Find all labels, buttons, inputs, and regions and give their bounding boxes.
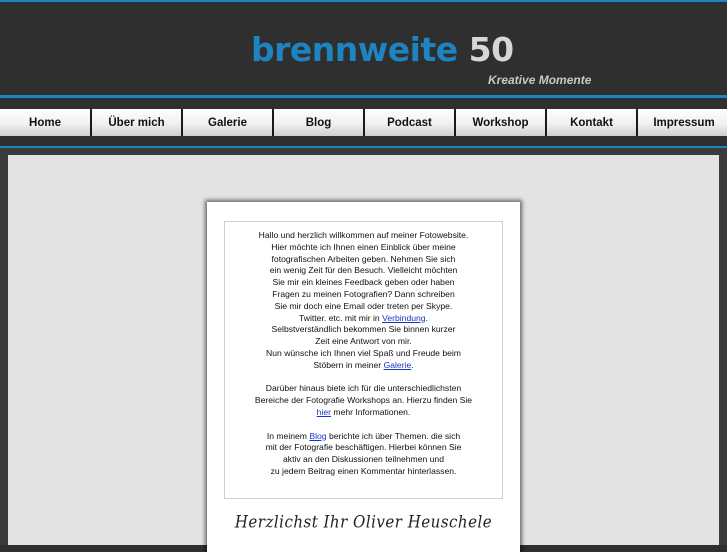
blog-line: mit der Fotografie beschäftigen. Hierbei können Sie	[265, 442, 462, 453]
workshops-paragraph	[225, 383, 502, 418]
blog-paragraph	[225, 431, 502, 478]
blog-line: zu jedem Beitrag einen Kommentar hinterlassen.	[270, 465, 457, 476]
nav-workshop[interactable]: Workshop	[456, 109, 545, 136]
workshops-line: Darüber hinaus biete ich für die unterschiedlichsten	[265, 383, 462, 394]
header-divider	[0, 95, 727, 98]
gallery-suffix: .	[411, 359, 414, 370]
intro-line: Sie mir doch eine Email oder treten per Skype.	[274, 300, 453, 311]
nav-galerie[interactable]: Galerie	[183, 109, 272, 136]
intro-line: Sie mir ein kleines Feedback geben oder haben	[272, 277, 455, 288]
intro-paragraph	[225, 230, 502, 372]
nav-ueber-mich[interactable]: Über mich	[92, 109, 181, 136]
nav-podcast[interactable]: Podcast	[365, 109, 454, 136]
nav-kontakt[interactable]: Kontakt	[547, 109, 636, 136]
main-navigation	[0, 109, 727, 136]
site-logo[interactable]	[251, 30, 514, 70]
intro-line: ein wenig Zeit für den Besuch. Vielleicht möchten	[269, 265, 458, 276]
nav-impressum[interactable]: Impressum	[638, 109, 727, 136]
welcome-text-box	[224, 221, 503, 499]
site-header	[0, 0, 727, 96]
workshops-line: mehr Informationen.	[333, 406, 411, 417]
intro-line: Zeit eine Antwort von mir.	[315, 336, 412, 347]
intro-line: fotografischen Arbeiten geben. Nehmen Sie sich	[271, 253, 456, 264]
intro-line: Fragen zu meinen Fotografien? Dann schreiben	[272, 288, 455, 299]
workshops-line: Bereiche der Fotografie Workshops an. Hierzu finden Sie	[254, 395, 473, 406]
workshops-here-link[interactable]: hier	[316, 406, 332, 417]
signature: Herzlichst Ihr Oliver Heuschele	[234, 512, 493, 532]
connection-link[interactable]: Verbindung	[382, 312, 426, 323]
nav-blog[interactable]: Blog	[274, 109, 363, 136]
blog-line: aktiv an den Diskussionen teilnehmen und	[283, 454, 444, 465]
welcome-card	[207, 202, 520, 552]
intro-line: Hier möchte ich Ihnen einen Einblick über meine	[271, 241, 456, 252]
blog-line: berichte ich über Themen. die sich	[328, 430, 461, 441]
site-tagline: Kreative Momente	[488, 73, 592, 87]
gallery-link[interactable]: Galerie	[383, 359, 412, 370]
intro-line: Twitter. etc. mit mir in	[299, 312, 380, 323]
gallery-prefix: Stöbern in meiner	[313, 359, 382, 370]
logo-brand-text: brennweite	[251, 30, 458, 69]
intro-line: Selbstverständlich bekommen Sie binnen kurzer	[271, 324, 456, 335]
logo-number-text: 50	[468, 30, 514, 69]
intro-line: Hallo und herzlich willkommen auf meiner Fotowebsite.	[258, 230, 469, 240]
nav-home[interactable]: Home	[0, 109, 90, 136]
blog-link[interactable]: Blog	[309, 430, 327, 441]
intro-period: .	[425, 312, 428, 323]
intro-line: Nun wünsche ich Ihnen viel Spaß und Freude beim	[266, 347, 461, 358]
blog-prefix: In meinem	[266, 430, 307, 441]
